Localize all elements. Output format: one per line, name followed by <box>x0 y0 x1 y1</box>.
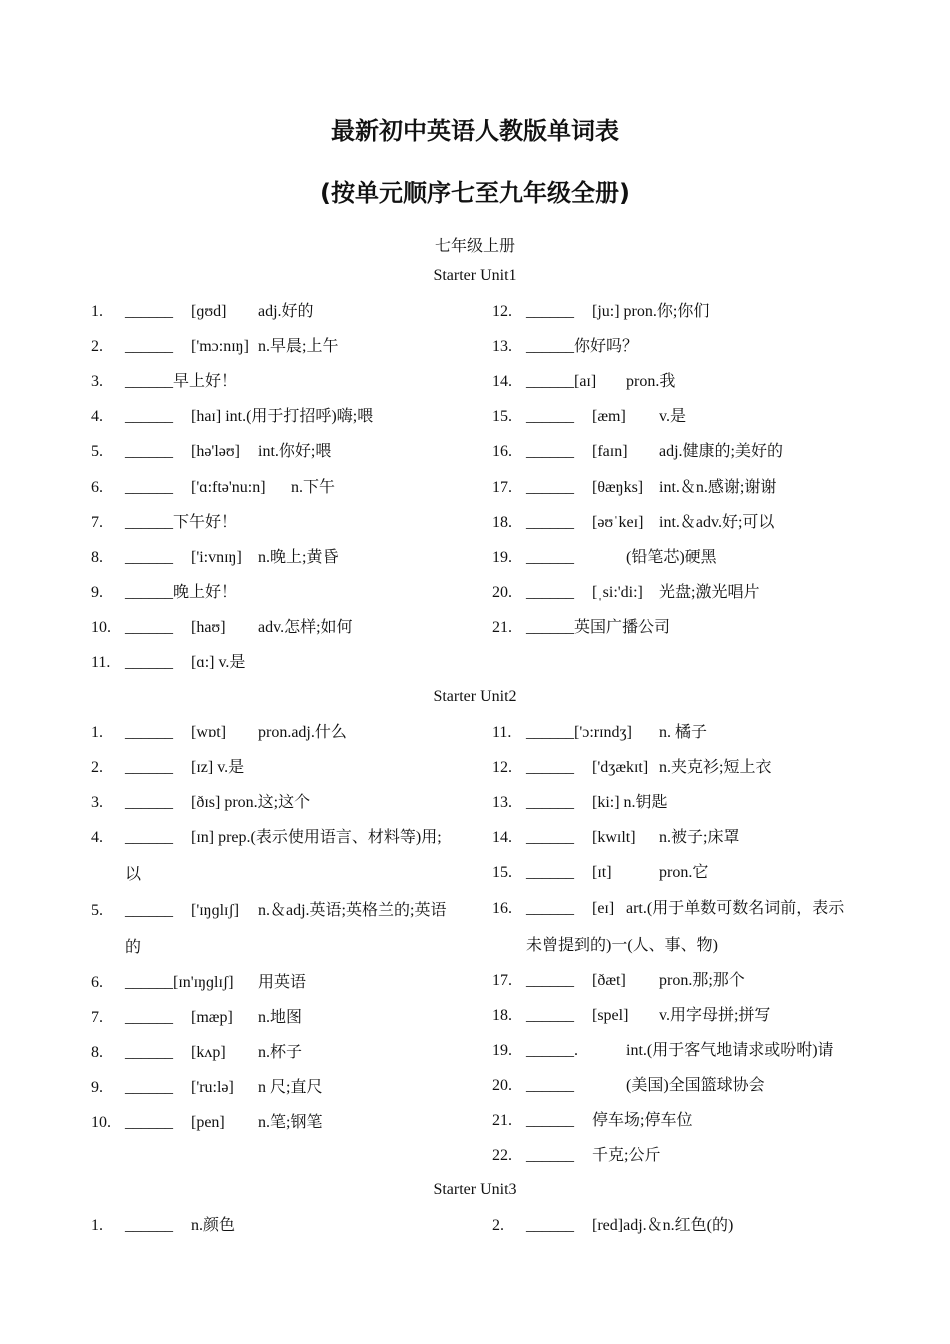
item-meaning: int.你好;喂 <box>258 443 332 461</box>
item-phonetic: [spel] <box>592 1006 629 1024</box>
item-number: 4. <box>91 829 103 847</box>
item-blank: ______ <box>526 794 574 812</box>
item-blank: ______[aɪ] <box>526 373 597 391</box>
item-blank: ______英国广播公司 <box>526 618 671 636</box>
item-phonetic: [pen] <box>191 1114 225 1132</box>
item-number: 11. <box>492 724 512 741</box>
item-meaning: adv.怎样;如何 <box>258 618 353 636</box>
item-number: 12. <box>492 759 512 777</box>
item-blank: ______ <box>125 829 173 847</box>
item-number: 16. <box>492 443 512 461</box>
item-phonetic: [ɡʊd] <box>191 303 227 320</box>
item-number: 14. <box>492 829 512 847</box>
unit-heading: Starter Unit3 <box>433 1181 517 1198</box>
item-blank: ______ <box>125 478 173 496</box>
item-blank: ______ <box>526 443 574 461</box>
item-number: 15. <box>492 864 512 882</box>
item-phonetic: [mæp] <box>191 1008 233 1026</box>
item-blank: ______[ɪn'ɪŋɡlɪʃ] <box>125 973 234 991</box>
item-phonetic: ['dʒækɪt] <box>592 759 649 777</box>
item-number: 8. <box>91 548 103 566</box>
item-number: 2. <box>91 759 103 777</box>
item-blank: ______下午好！ <box>125 513 238 531</box>
volume-heading: 七年级上册 <box>434 238 515 255</box>
item-blank: ______ <box>125 654 173 671</box>
item-blank: ______ <box>125 724 173 741</box>
item-continuation: 以 <box>125 866 142 884</box>
item-blank: ______ <box>526 548 574 566</box>
item-phonetic: [faɪn] <box>592 443 628 461</box>
item-number: 20. <box>492 1077 512 1094</box>
item-number: 6. <box>91 973 103 991</box>
item-meaning: n. 橘子 <box>659 724 708 741</box>
unit-heading: Starter Unit2 <box>433 688 517 705</box>
item-meaning: pron.那;那个 <box>659 971 745 989</box>
item-phonetic: [ɑ:] v.是 <box>191 654 246 671</box>
item-phonetic: ['ɪŋɡlɪʃ] <box>191 901 240 919</box>
item-phonetic: [kʌp] <box>191 1043 226 1061</box>
item-phonetic: [wɒt] <box>191 724 227 741</box>
item-blank: ______ <box>125 338 173 356</box>
item-number: 3. <box>91 373 103 391</box>
item-blank: ______ <box>526 829 574 847</box>
item-phonetic: [æm] <box>592 408 626 426</box>
item-number: 13. <box>492 338 512 356</box>
item-number: 2. <box>91 338 103 356</box>
item-number: 21. <box>492 1112 512 1130</box>
item-number: 10. <box>91 618 111 636</box>
item-blank: ______ <box>125 1008 173 1026</box>
item-meaning: int.＆n.感谢;谢谢 <box>659 478 777 496</box>
item-blank: ______ <box>526 1217 574 1234</box>
item-number: 19. <box>492 548 512 566</box>
item-number: 18. <box>492 513 512 531</box>
item-meaning: n.杯子 <box>258 1043 303 1061</box>
item-phonetic: [eɪ] <box>592 899 615 917</box>
item-blank: ______ <box>526 408 574 426</box>
item-meaning: n.被子;床罩 <box>659 829 740 847</box>
item-blank: ______ <box>526 478 574 496</box>
item-meaning: v.用字母拼;拼写 <box>659 1006 771 1024</box>
page-subtitle: (按单元顺序七至九年级全册) <box>320 179 630 207</box>
item-blank: ______ <box>125 408 173 426</box>
item-meaning: n.夹克衫;短上衣 <box>659 759 772 777</box>
item-phonetic: ['ru:lə] <box>191 1079 234 1096</box>
item-blank: ______ <box>125 1043 173 1061</box>
item-continuation: 未曾提到的)一(人、事、物) <box>526 936 718 954</box>
item-number: 1. <box>91 724 103 741</box>
item-number: 5. <box>91 443 103 461</box>
item-number: 17. <box>492 478 512 496</box>
item-meaning: 用英语 <box>258 973 307 991</box>
item-number: 21. <box>492 618 512 636</box>
item-phonetic: [ðæt] <box>592 971 626 989</box>
item-phonetic: [red]adj.＆n.红色(的) <box>592 1217 734 1234</box>
item-blank: ______['ɔ:rɪndʒ] <box>526 724 632 741</box>
item-phonetic: [haɪ] int.(用于打招呼)嗨;喂 <box>191 408 374 426</box>
item-meaning: pron.我 <box>626 373 676 391</box>
item-meaning: n 尺;直尺 <box>258 1079 323 1096</box>
item-blank: ______ <box>526 1112 574 1130</box>
page-title: 最新初中英语人教版单词表 <box>331 117 619 145</box>
item-number: 9. <box>91 1079 103 1096</box>
item-number: 11. <box>91 654 111 671</box>
item-meaning: 光盘;激光唱片 <box>659 583 760 601</box>
item-meaning: n.晚上;黄昏 <box>258 548 339 566</box>
item-meaning: n.地图 <box>258 1008 303 1026</box>
item-number: 6. <box>91 478 103 496</box>
item-meaning: adj.健康的;美好的 <box>659 443 783 461</box>
item-phonetic: 停车场;停车位 <box>592 1112 693 1130</box>
item-blank: ______ <box>526 1006 574 1024</box>
item-number: 1. <box>91 303 103 320</box>
item-number: 3. <box>91 794 103 812</box>
item-blank: ______ <box>125 548 173 566</box>
item-number: 4. <box>91 408 103 426</box>
item-blank: ______ <box>526 864 574 882</box>
item-meaning: art.(用于单数可数名词前，表示 <box>626 899 845 917</box>
item-meaning: n.＆adj.英语;英格兰的;英语 <box>258 901 447 919</box>
item-blank: ______. <box>526 1041 578 1059</box>
item-number: 16. <box>492 899 512 917</box>
item-number: 13. <box>492 794 512 812</box>
item-number: 8. <box>91 1043 103 1061</box>
item-number: 14. <box>492 373 512 391</box>
item-number: 20. <box>492 583 512 601</box>
item-blank: ______ <box>526 971 574 989</box>
item-number: 19. <box>492 1041 512 1059</box>
item-number: 12. <box>492 303 512 320</box>
item-blank: ______ <box>526 1077 574 1094</box>
item-phonetic: ['ɑ:ftə'nu:n] <box>191 478 266 496</box>
item-blank: ______ <box>526 1147 574 1165</box>
item-number: 5. <box>91 901 103 919</box>
item-continuation: 的 <box>125 938 142 956</box>
item-phonetic: ['i:vnɪŋ] <box>191 548 242 566</box>
item-blank: ______ <box>526 513 574 531</box>
item-blank: ______ <box>125 1114 173 1132</box>
item-meaning: pron.adj.什么 <box>258 724 347 741</box>
item-meaning: adj.好的 <box>258 303 314 320</box>
item-phonetic: [ɪn] prep.(表示使用语言、材料等)用; <box>191 829 442 847</box>
item-meaning: pron.它 <box>659 864 709 882</box>
item-blank: ______ <box>526 899 574 917</box>
unit-heading: Starter Unit1 <box>433 267 517 284</box>
item-meaning: int.＆adv.好;可以 <box>659 513 775 531</box>
item-number: 15. <box>492 408 512 426</box>
item-blank: ______ <box>526 759 574 777</box>
item-number: 18. <box>492 1006 512 1024</box>
item-phonetic: [ɪz] v.是 <box>191 759 245 777</box>
item-phonetic: [əʊˈkeɪ] <box>592 513 644 531</box>
item-phonetic: [ju:] pron.你;你们 <box>592 303 710 320</box>
item-phonetic: [hə'ləʊ] <box>191 443 240 461</box>
item-blank: ______ <box>125 303 173 320</box>
item-phonetic: [ki:] n.钥匙 <box>592 794 668 812</box>
item-meaning: n.早晨;上午 <box>258 338 339 356</box>
item-phonetic: [ðɪs] pron.这;这个 <box>191 794 311 812</box>
item-meaning: n.笔;钢笔 <box>258 1114 323 1132</box>
item-blank: ______早上好！ <box>125 373 238 391</box>
item-phonetic: [haʊ] <box>191 618 226 636</box>
item-blank: ______ <box>125 618 173 636</box>
item-blank: ______ <box>526 303 574 320</box>
item-meaning: v.是 <box>659 408 686 426</box>
item-meaning: n.下午 <box>291 478 336 496</box>
item-phonetic: [ˌsi:'di:] <box>592 583 643 601</box>
item-blank: ______ <box>125 901 173 919</box>
item-number: 17. <box>492 971 512 989</box>
item-number: 7. <box>91 1008 103 1026</box>
item-phonetic: 千克;公斤 <box>592 1147 661 1165</box>
item-phonetic: [ɪt] <box>592 864 612 882</box>
item-blank: ______ <box>125 1079 173 1096</box>
item-number: 22. <box>492 1147 512 1165</box>
item-blank: ______ <box>526 583 574 601</box>
item-phonetic: ['mɔ:nɪŋ] <box>191 338 249 356</box>
item-number: 2. <box>492 1217 504 1234</box>
item-blank: ______ <box>125 1217 173 1234</box>
item-number: 7. <box>91 513 103 531</box>
item-meaning: n.颜色 <box>191 1217 236 1234</box>
item-phonetic: [θæŋks] <box>592 478 644 496</box>
item-number: 10. <box>91 1114 111 1132</box>
item-blank: ______ <box>125 794 173 812</box>
item-meaning: (美国)全国篮球协会 <box>626 1077 765 1094</box>
item-number: 9. <box>91 583 103 601</box>
item-blank: ______晚上好！ <box>125 583 238 601</box>
item-meaning: (铅笔芯)硬黑 <box>626 548 717 566</box>
item-blank: ______你好吗？ <box>526 338 639 356</box>
item-blank: ______ <box>125 443 173 461</box>
item-phonetic: [kwɪlt] <box>592 829 636 847</box>
item-blank: ______ <box>125 759 173 777</box>
item-number: 1. <box>91 1217 103 1234</box>
item-meaning: int.(用于客气地请求或吩咐)请 <box>626 1041 834 1059</box>
